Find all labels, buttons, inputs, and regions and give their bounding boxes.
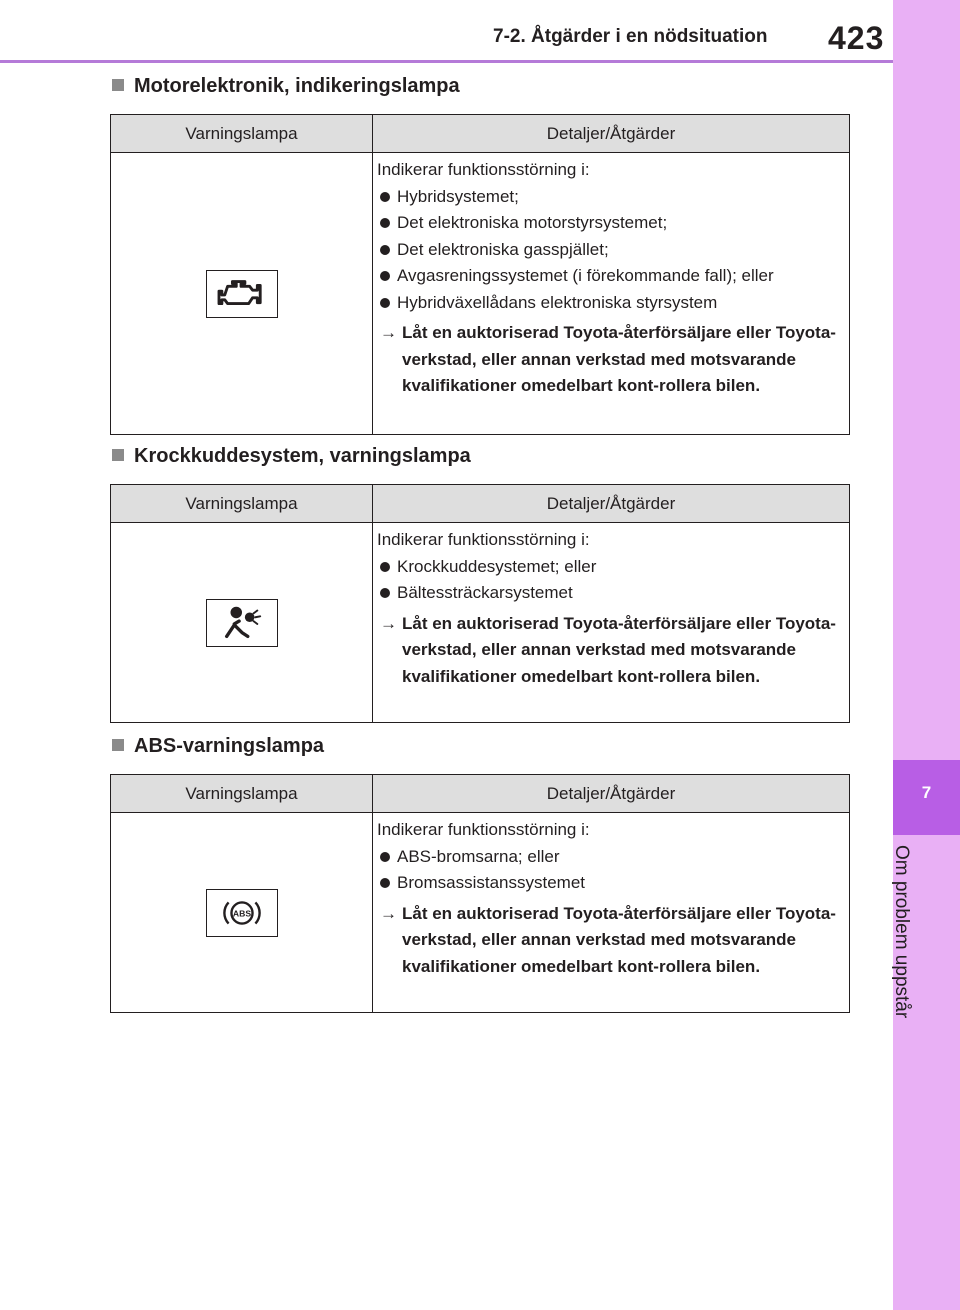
section-title: Motorelektronik, indikeringslampa <box>134 75 460 97</box>
list-item: Det elektroniska motorstyrsystemet; <box>377 210 845 237</box>
section-heading-engine <box>112 75 460 98</box>
list-item: Bromsassistanssystemet <box>377 870 845 897</box>
action-instruction: Låt en auktoriserad Toyota-återförsäljare eller Toyota-verkstad, eller annan verkstad med motsvarande kvalifikationer omedelbart kont-rollera bilen. <box>402 323 836 395</box>
intro-text: Indikerar funktionsstörning i: <box>377 820 590 839</box>
column-header-lamp: Varningslampa <box>111 115 373 153</box>
column-header-lamp: Varningslampa <box>111 775 373 813</box>
list-item: Avgasreningssystemet (i förekommande fall); eller <box>377 263 845 290</box>
intro-text: Indikerar funktionsstörning i: <box>377 530 590 549</box>
action-text <box>377 320 845 400</box>
abs-icon <box>206 889 278 937</box>
column-header-details: Detaljer/Åtgärder <box>373 485 850 523</box>
page-number: 423 <box>828 20 885 56</box>
list-item: ABS-bromsarna; eller <box>377 844 845 871</box>
abs-icon-label: ABS <box>232 907 251 918</box>
list-item: Krockkuddesystemet; eller <box>377 554 845 581</box>
engine-check-icon <box>206 270 278 318</box>
arrow-icon: → <box>380 903 397 923</box>
section-square-icon <box>112 449 124 461</box>
warning-table-engine <box>110 114 850 435</box>
section-title: ABS-varningslampa <box>134 735 325 757</box>
arrow-icon: → <box>380 613 397 633</box>
chapter-title: 7-2. Åtgärder i en nödsituation <box>493 26 768 47</box>
arrow-icon: → <box>380 323 397 342</box>
section-heading-airbag <box>112 445 471 468</box>
list-item: Hybridsystemet; <box>377 184 845 211</box>
airbag-icon <box>206 599 278 647</box>
column-header-lamp: Varningslampa <box>111 485 373 523</box>
side-tab-chapter-label-text: Om problem uppstår <box>891 845 912 1019</box>
warning-table-airbag <box>110 484 850 723</box>
section-heading-abs <box>112 735 324 758</box>
section-square-icon <box>112 739 124 751</box>
section-title: Krockkuddesystem, varningslampa <box>134 445 471 467</box>
column-header-details: Detaljer/Åtgärder <box>373 115 850 153</box>
lamp-cell <box>111 813 373 1013</box>
side-tab-chapter-label <box>891 845 938 1040</box>
warning-table-abs <box>110 774 850 1013</box>
side-tab-chapter-number: 7 <box>893 760 960 835</box>
column-header-details: Detaljer/Åtgärder <box>373 775 850 813</box>
header-rule <box>0 60 893 63</box>
action-instruction: Låt en auktoriserad Toyota-återförsäljare eller Toyota-verkstad, eller annan verkstad med motsvarande kvalifikationer omedelbart kont-rollera bilen. <box>402 613 836 686</box>
details-cell <box>373 523 850 723</box>
section-square-icon <box>112 79 124 91</box>
action-text <box>377 901 845 981</box>
action-text <box>377 611 845 691</box>
details-cell <box>373 153 850 435</box>
list-item: Hybridväxellådans elektroniska styrsystem <box>377 290 845 317</box>
action-instruction: Låt en auktoriserad Toyota-återförsäljare eller Toyota-verkstad, eller annan verkstad med motsvarande kvalifikationer omedelbart kont-rollera bilen. <box>402 903 836 976</box>
details-cell <box>373 813 850 1013</box>
lamp-cell <box>111 153 373 435</box>
side-tab <box>893 0 960 1310</box>
list-item: Det elektroniska gasspjället; <box>377 237 845 264</box>
list-item: Bältessträckarsystemet <box>377 580 845 607</box>
lamp-cell <box>111 523 373 723</box>
intro-text: Indikerar funktionsstörning i: <box>377 160 590 179</box>
